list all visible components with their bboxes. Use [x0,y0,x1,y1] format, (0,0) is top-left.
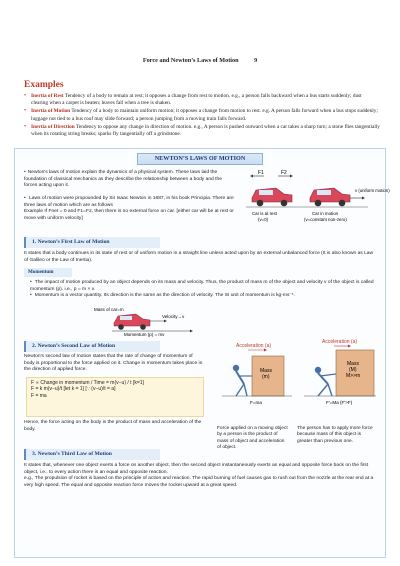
formula-line-1: F ∝ Change in momentum / Time = m(v−u) / t [k=1] [31,380,144,386]
small-mass-label: Mass [260,368,272,374]
list-item: • Momentum is a vector quantity. Its direction is the same as the direction of velocity. The SI unit of momentum is kg-ms⁻¹. [30,293,374,300]
intro-text-2: Laws of motion were propounded by Sir Isaac Newton in 1687, in his book Principia. There are three laws of motion which are as follows [24,196,234,208]
momentum-figure [92,305,212,337]
law3-text-2: e.g., The propulsion of rocket is based on the principle of action and reaction. The rapid burning of fuel causes gas to rush out from the nozzle at the rear end at a very high speed. The equal and opposite reaction force moves the rocket upward at a great speed. [24,476,374,488]
list-item: • The impact of motion produced by an object depends on its mass and velocity. Thus, the product of mass m of the object and velocity v of the object is called momentum (p). i.e., p = m × v. [30,280,374,293]
rest-label: Car is at rest [252,211,277,216]
examples-list [24,93,380,139]
f1-label: F1 [258,170,264,176]
mass-label: Mass of car=m [94,307,124,312]
term-inertia-rest: Inertia of Rest [31,93,64,99]
running-header [0,57,400,64]
intro-paragraph-2 [24,196,238,222]
cars-figure [246,168,390,230]
figure-caption-2: The person has to apply more force because mass of this object is greater than previous one. [297,426,373,444]
car-momentum-icon [114,314,150,330]
law2-text: Newton's second law of motion states that the rate of change of momentum of body is proportional to the force applied on it. Change in momentum takes place in the direction of applied force. [24,354,203,373]
text-inertia-motion: Tendency of a body to maintain uniform motion; it opposes a change from motion to rest. e.g. A person falls forward when a bus stops suddenly; luggage not tied to a bus roof may slide forward; a person jumping from a moving train falls forward. [31,108,378,122]
force-small-label: F=ma [250,400,262,405]
intro-paragraph-1: • Newton's laws of motion explain the dynamics of a physical system. These laws laid the foundation of classical mechanics as they describe the relationship between a body and the forces acting upon it. [24,170,234,190]
momentum-list [30,280,374,300]
text-inertia-rest: Tendency of a body to remain at rest; it opposes a change from rest to motion. e.g., a person falls backward when a bus starts suddenly; dust clearing when a carpet is beaten; leaves fall when a tree is shaken. [31,93,362,107]
motion-sub: (v=constant non-zero) [304,217,347,222]
examples-heading: Examples [24,80,64,90]
momentum-heading: Momentum [24,268,72,277]
pushing-figure [214,338,378,424]
law2-conclusion: Hence, the force acting on the body is the product of mass and acceleration of the body. [24,420,202,432]
formula-box [26,377,204,417]
person-pushing-heavy-icon [315,367,336,396]
law3-heading: 3. Newton’s Third Law of Motion [24,449,160,460]
formula-line-2: F = k m(v−u)/t [let k = 1] [∵ (v−u)/t = a] [31,386,116,393]
law2-heading: 2. Newton’s Second Law of Motion [24,341,160,352]
accel-label-1: Acceleration (a) [236,343,272,349]
rest-sub: (v=0) [258,217,269,222]
list-item [24,124,380,139]
term-inertia-motion: Inertia of Motion [31,108,71,115]
small-mass-sym: (m) [262,374,270,380]
law3-text-1: It states that, whenever one object exerts a force on another object, then the second object instantaneously exerts an equal and opposite force back on the first object, i.e., to every action there is an equal and opposite reaction. [24,463,369,475]
formula-line-3: F = ma [31,392,47,399]
car-rest-icon [252,188,292,206]
term-inertia-direction: Inertia of Direction [31,123,75,130]
text-inertia-direction: Tendency to oppose any change in direction of motion. e.g., A person is pushed outward when a car takes a sharp turn; a stone flies tangentially when its rotating string breaks; sparks fly tangentially off a grindstone. [31,123,380,138]
person-pushing-icon [233,365,252,396]
law3-text [24,463,376,489]
big-mass-sym: (M) [349,367,357,373]
figure-caption-1: Force applied on a moving object by a person is the product of mass of object and acceleration of object. [217,426,288,450]
uniform-label: v (uniform motion) [355,188,390,193]
big-mass-label: Mass [347,361,359,367]
law1-text: It states that a body continues in its state of rest or of uniform motion in a straight line unless acted upon by an external unbalanced force (It is also known as Law of Galileo or the Law of Inertia). [24,251,374,263]
force-big-label: F'=Ma (F'>F) [326,400,353,405]
velocity-label: Velocity→v [162,314,185,319]
big-mass-rel: M>>m [346,373,361,379]
list-item [24,93,380,108]
motion-label: Car in motion [312,211,339,216]
law1-heading: 1. Newton’s First Law of Motion [24,237,160,248]
accel-label-2: Acceleration (a) [322,339,358,345]
list-item [24,108,380,123]
intro-text-3: Example If Fnet = 0 and F1=F2, then there is no external force on car. [either car will be at rest or move with uniform velocity] [24,209,234,221]
f2-label: F2 [281,170,287,176]
laws-banner: NEWTON’S LAWS OF MOTION [137,153,263,165]
page-number: 9 [254,57,258,64]
momentum-label: Momentum (p) = mv [124,332,165,337]
header-title: Force and Newton’s Laws of Motion [142,57,239,64]
car-motion-icon [310,188,350,206]
